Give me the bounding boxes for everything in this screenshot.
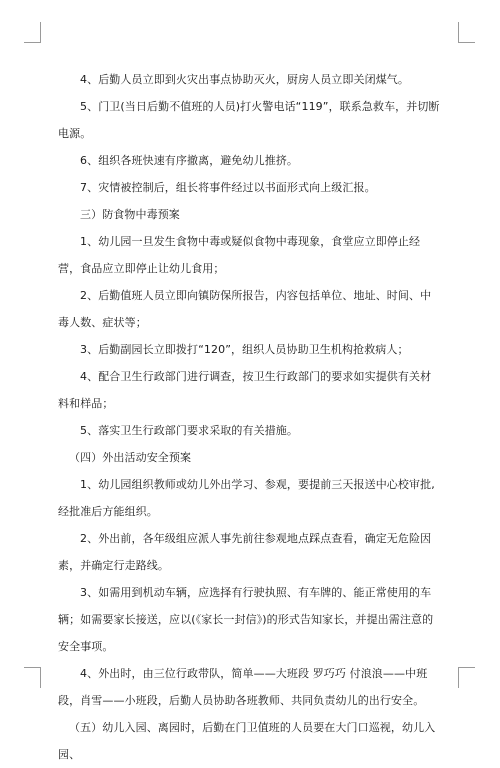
paragraph-fire-6: 6、组织各班快速有序撤离，避免幼儿推挤。 [80, 154, 298, 167]
paragraph-food-5: 5、落实卫生行政部门要求采取的有关措施。 [80, 424, 298, 437]
paragraph-outing-2: 2、外出前，各年级组应派人事先前往参观地点踩点查看，确定无危险因素，并确定行走路线。 [58, 532, 432, 572]
crop-mark-bottom-right [458, 667, 475, 688]
section-heading-outing: （四）外出活动安全预案 [69, 451, 192, 464]
paragraph-food-2: 2、后勤值班人员立即向镇防保所报告，内容包括单位、地址、时间、中毒人数、症状等； [58, 289, 432, 329]
paragraph-fire-7: 7、灾情被控制后，组长将事件经过以书面形式向上级汇报。 [80, 181, 376, 194]
crop-mark-top-left [24, 22, 41, 43]
paragraph-outing-4: 4、外出时，由三位行政带队，简单——大班段 罗巧巧 付浪浪——中班段，肖雪——小班段，后勤人员协助各班教师、共同负责幼儿的出行安全。 [58, 667, 428, 707]
crop-mark-top-right [458, 22, 475, 43]
paragraph-outing-1: 1、幼儿园组织教师或幼儿外出学习、参观，要提前三天报送中心校审批,经批准后方能组织。 [58, 478, 435, 518]
paragraph-food-4: 4、配合卫生行政部门进行调查，按卫生行政部门的要求如实提供有关材料和样品； [58, 370, 432, 410]
section-heading-arrival-departure: （五）幼儿入园、离园时，后勤在门卫值班的人员要在大门口巡视，幼儿入园、 [58, 721, 436, 761]
paragraph-fire-4: 4、后勤人员立即到火灾出事点协助灭火，厨房人员立即关闭煤气。 [80, 73, 409, 86]
section-heading-food-poisoning: 三）防食物中毒预案 [80, 208, 180, 221]
paragraph-fire-5: 5、门卫(当日后勤不值班的人员)打火警电话“119”，联系急救车，并切断电源。 [58, 100, 440, 140]
paragraph-outing-3: 3、如需用到机动车辆，应选择有行驶执照、有车牌的、能正常使用的车辆；如需要家长接送，应以(《家长一封信》)的形式告知家长，并提出需注意的安全事项。 [58, 586, 434, 653]
paragraph-food-3: 3、后勤副园长立即拨打“120”，组织人员协助卫生机构抢救病人； [80, 343, 409, 356]
paragraph-food-1: 1、幼儿园一旦发生食物中毒或疑似食物中毒现象，食堂应立即停止经营，食品应立即停止让幼儿食用； [58, 235, 421, 275]
crop-mark-bottom-left [24, 667, 41, 688]
document-body [58, 66, 440, 768]
